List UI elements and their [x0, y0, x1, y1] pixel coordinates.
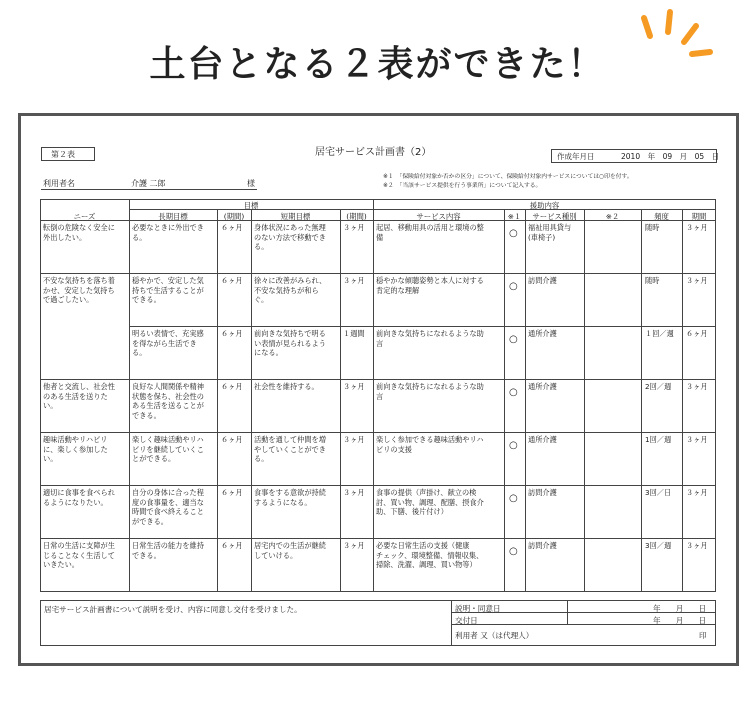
short-goal-header: 短期目標 [280, 212, 311, 221]
period-cell: ３ヶ月 [686, 223, 708, 232]
user-suffix: 様 [247, 179, 255, 188]
col-line [641, 210, 642, 592]
service-cell: 起居、移動用具の活用と環境の整 備 [376, 223, 484, 242]
headline: 土台となる２表ができた！ [149, 44, 606, 85]
needs-cell: 適切に食事を食べられ るようになりたい。 [43, 488, 115, 507]
col-line [682, 210, 683, 592]
short-period-cell: ３ヶ月 [343, 488, 365, 497]
burst-icon [610, 8, 720, 68]
frequency-cell: １回／週 [645, 329, 674, 338]
note-2: ※２ 「当該サービス提供を行う事業所」について記入する。 [383, 183, 542, 189]
frequency-cell: 随時 [645, 276, 660, 285]
service-cell: 穏やかな傾聴姿勢と本人に対する 肯定的な理解 [376, 276, 484, 295]
service-type-cell: 福祉用具貸与 (車椅子) [528, 223, 572, 242]
long-goal-cell: 良好な人間関係や精神 状態を保ち、社会性の ある生活を送ることが できる。 [132, 382, 204, 420]
col-line [525, 210, 526, 592]
service-type-cell: 訪問介護 [528, 276, 557, 285]
needs-cell: 不安な気持ちを落ち着 かせ、安定した気持ち で過ごしたい。 [43, 276, 115, 304]
support-header: 援助内容 [529, 201, 560, 210]
row-line [40, 432, 716, 433]
row-line [129, 326, 716, 327]
col-line [373, 199, 374, 592]
service-cell: 前向きな気持ちになれるような助 言 [376, 382, 484, 401]
service-cell: 楽しく参加できる趣味活動やリハ ビリの支援 [376, 435, 484, 454]
service-type-header: サービス種別 [532, 212, 577, 221]
short-period-cell: ３ヶ月 [343, 541, 365, 550]
long-period-cell: ６ヶ月 [221, 276, 243, 285]
long-period-cell: ６ヶ月 [221, 435, 243, 444]
service-type-cell: 訪問介護 [528, 541, 557, 550]
issue-date-label: 交付日 [455, 616, 478, 625]
user-name: 介護 二郎 [131, 179, 166, 188]
service-cell: 前向きな気持ちになれるような助 言 [376, 329, 484, 348]
needs-cell: 転倒の危険なく安全に 外出したい。 [43, 223, 115, 242]
service-type-cell: 通所介護 [528, 435, 557, 444]
insurance-mark: ○ [509, 493, 518, 504]
long-goal-cell: 穏やかで、安定した気 持ちで生活することが できる。 [132, 276, 204, 304]
col-line [129, 199, 130, 592]
col-line [584, 210, 585, 592]
period-cell: ３ヶ月 [686, 541, 708, 550]
service-type-cell: 通所介護 [528, 382, 557, 391]
user-name-label: 利用者名 [43, 179, 75, 188]
consent-divider [451, 600, 452, 646]
short-period-header: (期間) [346, 212, 367, 221]
service-cell: 食事の提供（声掛け、献立の検 討、買い物、調理、配膳、摂食介 助、下膳、後片付け） [376, 488, 484, 516]
short-goal-cell: 前向きな気持ちで明る い表情が見られるよう になる。 [254, 329, 326, 357]
long-period-cell: ６ヶ月 [221, 541, 243, 550]
col-line [340, 210, 341, 592]
seal-mark: 印 [699, 631, 707, 640]
form-title: 居宅サービス計画書（2） [315, 147, 432, 158]
care-plan-sheet [18, 113, 739, 666]
insurance-mark: ○ [509, 387, 518, 398]
period-cell: ３ヶ月 [686, 382, 708, 391]
row-line [40, 485, 716, 486]
insurance-mark: ○ [509, 281, 518, 292]
consent-col-line [567, 600, 568, 624]
short-goal-cell: 徐々に改善がみられ、 不安な気持ちが和ら ぐ。 [254, 276, 327, 304]
row-line [40, 538, 716, 539]
long-period-cell: ６ヶ月 [221, 329, 243, 338]
frequency-cell: 1回／週 [645, 435, 672, 444]
period-header: 期間 [691, 212, 707, 221]
long-period-cell: ６ヶ月 [221, 488, 243, 497]
service-type-cell: 訪問介護 [528, 488, 557, 497]
needs-cell: 趣味活動やリハビリ に、楽しく参加した い。 [43, 435, 108, 463]
insurance-mark: ○ [509, 228, 518, 239]
goal-header: 目標 [243, 201, 259, 210]
col-line [251, 210, 252, 592]
short-goal-cell: 活動を通して仲間を増 やしていくことができ る。 [254, 435, 326, 463]
row-line [40, 273, 716, 274]
long-period-cell: ６ヶ月 [221, 223, 243, 232]
service-type-cell: 通所介護 [528, 329, 557, 338]
long-goal-header: 長期目標 [158, 212, 188, 221]
frequency-cell: 3回／日 [645, 488, 672, 497]
short-period-cell: ３ヶ月 [343, 223, 365, 232]
short-goal-cell: 居宅内での生活が継続 していける。 [254, 541, 326, 560]
period-cell: ３ヶ月 [686, 276, 708, 285]
mark1-header: ※１ [507, 212, 522, 221]
short-goal-cell: 食事をする意欲が持続 するようになる。 [254, 488, 326, 507]
short-period-cell: ３ヶ月 [343, 276, 365, 285]
created-label: 作成年月日 [557, 152, 595, 161]
frequency-cell: 3回／週 [645, 541, 672, 550]
long-goal-cell: 楽しく趣味活動やリハ ビリを継続していくこ とができる。 [132, 435, 204, 463]
short-goal-cell: 社会性を維持する。 [254, 382, 319, 391]
frequency-header: 頻度 [654, 212, 669, 221]
created-date: 2010 年 09 月 05 日 [621, 152, 720, 161]
insurance-mark: ○ [509, 334, 518, 345]
mark2-header: ※２ [605, 212, 620, 221]
insurance-mark: ○ [509, 440, 518, 451]
frequency-cell: 2回／週 [645, 382, 672, 391]
frequency-cell: 随時 [645, 223, 660, 232]
long-period-cell: ６ヶ月 [221, 382, 243, 391]
short-period-cell: １週間 [343, 329, 365, 338]
issue-date-value: 年 月 日 [653, 616, 707, 625]
needs-header: ニーズ [73, 212, 96, 221]
period-cell: ３ヶ月 [686, 435, 708, 444]
long-goal-cell: 日常生活の能力を維持 できる。 [132, 541, 204, 560]
short-period-cell: ３ヶ月 [343, 435, 365, 444]
note-1: ※１ 「保険給付対象か否かの区分」について、保険給付対象内サービスについては○印を付す。 [383, 174, 633, 180]
long-goal-cell: 自分の身体に合った程 度の食事量を、適当な 時間で食べ終えること ができる。 [132, 488, 204, 526]
long-period-header: (期間) [223, 212, 245, 221]
insurance-mark: ○ [509, 546, 518, 557]
long-goal-cell: 明るい表情で、充実感 を得ながら生活でき る。 [132, 329, 204, 357]
period-cell: ６ヶ月 [686, 329, 708, 338]
explain-date-value: 年 月 日 [653, 604, 707, 613]
period-cell: ３ヶ月 [686, 488, 708, 497]
signer-label: 利用者 又（は代理人） [455, 631, 534, 640]
needs-cell: 他者と交流し、社会性 のある生活を送りた い。 [43, 382, 115, 410]
row-line [40, 379, 716, 380]
short-period-cell: ３ヶ月 [343, 382, 365, 391]
col-line [217, 210, 218, 592]
service-cell: 必要な日常生活の支援（健康 チェック、環境整備、情報収集、 掃除、洗濯、調理、買い物等） [376, 541, 484, 569]
explain-date-label: 説明・同意日 [455, 604, 501, 613]
col-line [504, 210, 505, 592]
needs-cell: 日常の生活に支障が生 じることなく生活して いきたい。 [43, 541, 115, 569]
short-goal-cell: 身体状況にあった無理 のない方法で移動でき る。 [254, 223, 326, 251]
consent-text: 居宅サービス計画書について説明を受け、内容に同意し交付を受けました。 [44, 605, 302, 614]
service-header: サービス内容 [416, 212, 461, 221]
long-goal-cell: 必要なときに外出でき る。 [132, 223, 204, 242]
table-number: 第２表 [51, 150, 75, 159]
user-name-underline [41, 189, 257, 190]
